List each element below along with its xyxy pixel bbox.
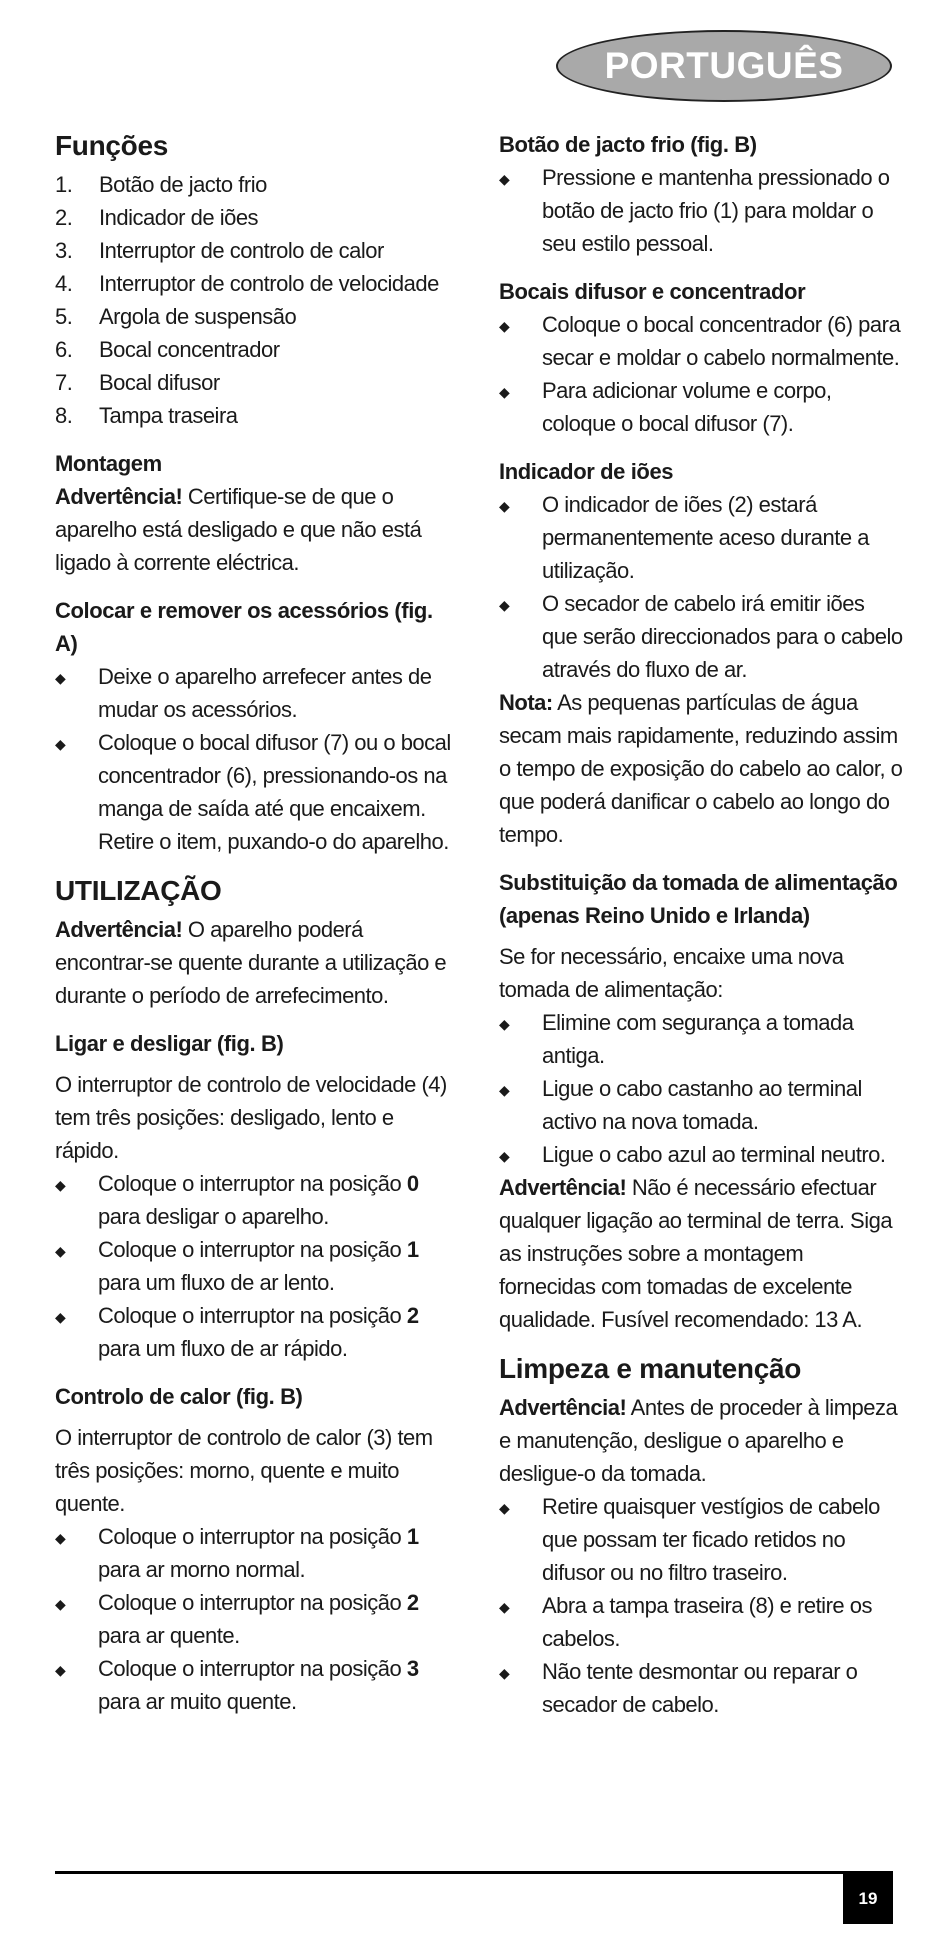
list-item: ◆ Coloque o interruptor na posição 1 para um fluxo de ar lento. <box>55 1233 455 1299</box>
right-column <box>499 128 904 1721</box>
list-item: ◆ Elimine com segurança a tomada antiga. <box>499 1006 904 1072</box>
diamond-bullet-icon: ◆ <box>55 736 66 752</box>
calor-intro: O interruptor de controlo de calor (3) tem três posições: morno, quente e muito quente. <box>55 1425 433 1516</box>
list-item: ◆ Coloque o interruptor na posição 2 para ar quente. <box>55 1586 455 1652</box>
funcoes-heading: Funções <box>55 130 169 161</box>
diamond-bullet-icon: ◆ <box>499 171 510 187</box>
limpeza-list <box>499 1490 904 1721</box>
diamond-bullet-icon: ◆ <box>55 1530 66 1546</box>
left-column <box>55 128 455 1718</box>
acessorios-list <box>55 660 455 858</box>
bocais-heading: Bocais difusor e concentrador <box>499 279 806 304</box>
utilizacao-heading: UTILIZAÇÃO <box>55 875 222 906</box>
diamond-bullet-icon: ◆ <box>499 1082 510 1098</box>
acessorios-heading: Colocar e remover os acessórios (fig. A) <box>55 598 433 656</box>
diamond-bullet-icon: ◆ <box>499 1599 510 1615</box>
diamond-bullet-icon: ◆ <box>55 1243 66 1259</box>
diamond-bullet-icon: ◆ <box>55 1662 66 1678</box>
list-item: ◆ Coloque o bocal difusor (7) ou o bocal concentrador (6), pressionando-os na manga de saída até que encaixem. Retire o item, puxando-o do aparelho. <box>55 726 455 858</box>
diamond-bullet-icon: ◆ <box>499 384 510 400</box>
list-item: ◆ Para adicionar volume e corpo, coloque o bocal difusor (7). <box>499 374 904 440</box>
tomada-intro: Se for necessário, encaixe uma nova tomada de alimentação: <box>499 944 844 1002</box>
list-item: 8. Tampa traseira <box>55 403 238 428</box>
ioes-note: Nota: As pequenas partículas de água secam mais rapidamente, reduzindo assim o tempo de exposição do cabelo ao calor, o que poderá danificar o cabelo ao longo do tempo. <box>499 690 903 847</box>
diamond-bullet-icon: ◆ <box>499 318 510 334</box>
calor-list <box>55 1520 455 1718</box>
page-number-box <box>843 1874 893 1924</box>
diamond-bullet-icon: ◆ <box>55 1596 66 1612</box>
montagem-heading: Montagem <box>55 451 162 476</box>
list-item: 2. Indicador de iões <box>55 205 259 230</box>
tomada-list <box>499 1006 904 1171</box>
list-item: ◆ Coloque o interruptor na posição 0 para desligar o aparelho. <box>55 1167 455 1233</box>
list-item: ◆ Coloque o interruptor na posição 1 para ar morno normal. <box>55 1520 455 1586</box>
limpeza-warning: Advertência! Antes de proceder à limpeza e manutenção, desligue o aparelho e desligue-o da tomada. <box>499 1395 898 1486</box>
jacto-heading: Botão de jacto frio (fig. B) <box>499 132 757 157</box>
list-item: ◆ Coloque o interruptor na posição 3 para ar muito quente. <box>55 1652 455 1718</box>
list-item: 6. Bocal concentrador <box>55 337 280 362</box>
tomada-heading: Substituição da tomada de alimentação (apenas Reino Unido e Irlanda) <box>499 870 898 928</box>
list-item: ◆ Coloque o interruptor na posição 2 para um fluxo de ar rápido. <box>55 1299 455 1365</box>
ioes-heading: Indicador de iões <box>499 459 674 484</box>
list-item: ◆ Retire quaisquer vestígios de cabelo que possam ter ficado retidos no difusor ou no filtro traseiro. <box>499 1490 904 1589</box>
list-item: 7. Bocal difusor <box>55 370 220 395</box>
utilizacao-warning: Advertência! O aparelho poderá encontrar-se quente durante a utilização e durante o período de arrefecimento. <box>55 917 447 1008</box>
tomada-warning: Advertência! Não é necessário efectuar qualquer ligação ao terminal de terra. Siga as instruções sobre a montagem fornecidas com tomadas de excelente qualidade. Fusível recomendado: 13 A. <box>499 1175 893 1332</box>
jacto-list <box>499 161 904 260</box>
funcoes-list <box>55 168 455 432</box>
list-item: 1. Botão de jacto frio <box>55 172 267 197</box>
list-item: ◆ Ligue o cabo azul ao terminal neutro. <box>499 1138 904 1171</box>
language-badge <box>556 30 892 102</box>
diamond-bullet-icon: ◆ <box>55 1177 66 1193</box>
diamond-bullet-icon: ◆ <box>499 1500 510 1516</box>
list-item: ◆ Ligue o cabo castanho ao terminal activo na nova tomada. <box>499 1072 904 1138</box>
diamond-bullet-icon: ◆ <box>499 1016 510 1032</box>
diamond-bullet-icon: ◆ <box>55 670 66 686</box>
list-item: 4. Interruptor de controlo de velocidade <box>55 271 439 296</box>
page-number: 19 <box>858 1889 878 1908</box>
calor-heading: Controlo de calor (fig. B) <box>55 1384 303 1409</box>
language-label: PORTUGUÊS <box>604 45 844 86</box>
list-item: ◆ O secador de cabelo irá emitir iões que serão direccionados para o cabelo através do fluxo de ar. <box>499 587 904 686</box>
list-item: ◆ Coloque o bocal concentrador (6) para secar e moldar o cabelo normalmente. <box>499 308 904 374</box>
ligar-heading: Ligar e desligar (fig. B) <box>55 1031 284 1056</box>
diamond-bullet-icon: ◆ <box>499 1665 510 1681</box>
list-item: 5. Argola de suspensão <box>55 304 297 329</box>
limpeza-heading: Limpeza e manutenção <box>499 1353 802 1384</box>
diamond-bullet-icon: ◆ <box>499 1148 510 1164</box>
diamond-bullet-icon: ◆ <box>499 597 510 613</box>
list-item: 3. Interruptor de controlo de calor <box>55 238 384 263</box>
list-item: ◆ Deixe o aparelho arrefecer antes de mudar os acessórios. <box>55 660 455 726</box>
list-item: ◆ Não tente desmontar ou reparar o secador de cabelo. <box>499 1655 904 1721</box>
list-item: ◆ O indicador de iões (2) estará permanentemente aceso durante a utilização. <box>499 488 904 587</box>
ioes-list <box>499 488 904 686</box>
diamond-bullet-icon: ◆ <box>55 1309 66 1325</box>
ligar-list <box>55 1167 455 1365</box>
diamond-bullet-icon: ◆ <box>499 498 510 514</box>
ligar-intro: O interruptor de controlo de velocidade (4) tem três posições: desligado, lento e rápido. <box>55 1072 447 1163</box>
list-item: ◆ Pressione e mantenha pressionado o botão de jacto frio (1) para moldar o seu estilo pessoal. <box>499 161 904 260</box>
bocais-list <box>499 308 904 440</box>
montagem-warning: Advertência! Certifique-se de que o aparelho está desligado e que não está ligado à corrente eléctrica. <box>55 484 422 575</box>
footer-divider <box>55 1871 893 1874</box>
list-item: ◆ Abra a tampa traseira (8) e retire os cabelos. <box>499 1589 904 1655</box>
